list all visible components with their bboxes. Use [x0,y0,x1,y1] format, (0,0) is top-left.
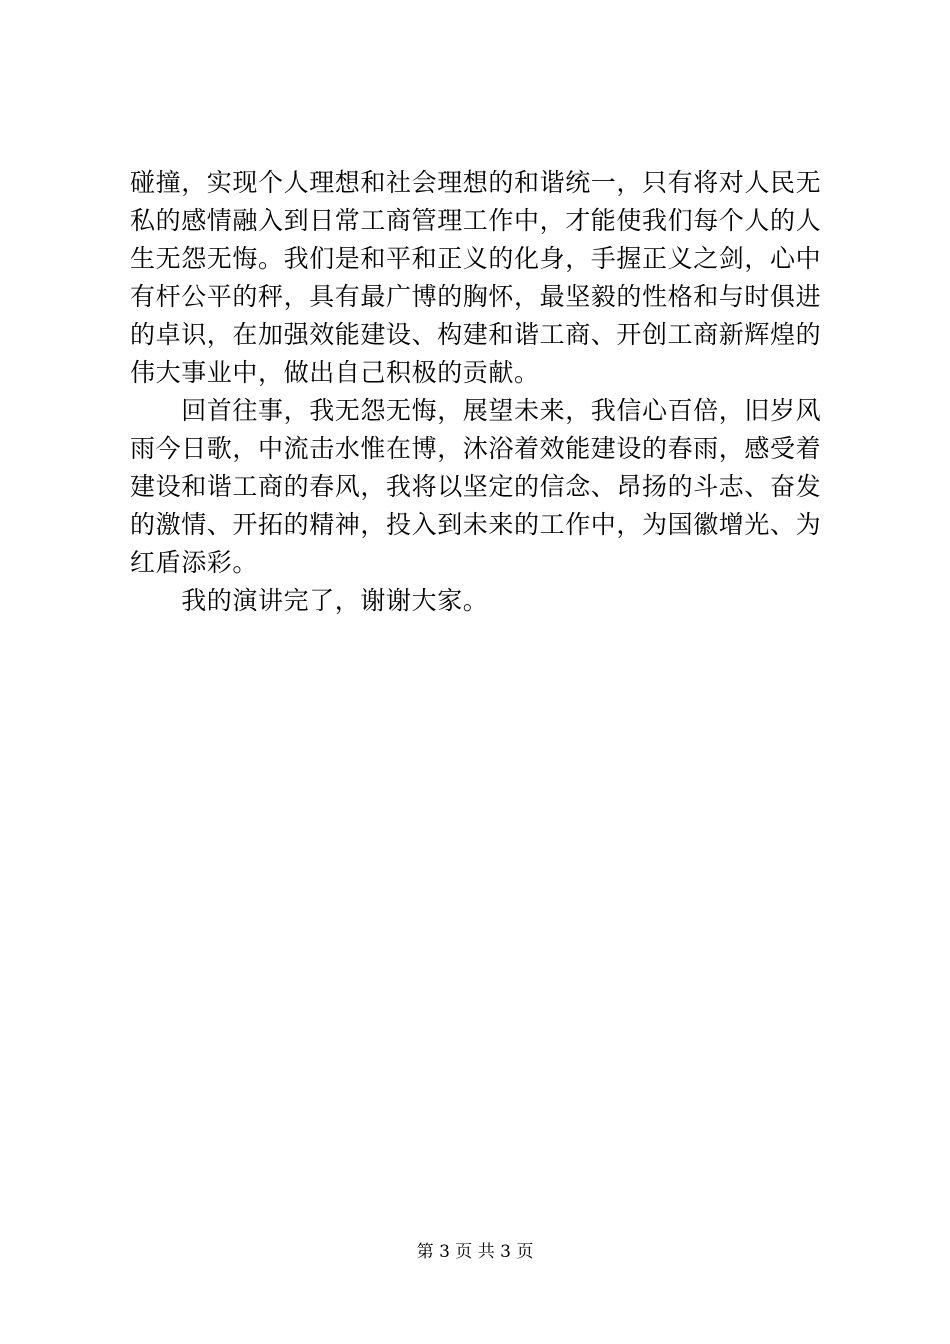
speech-body [130,164,830,620]
text-line: 私的感情融入到日常工商管理工作中，才能使我们每个人的人 [130,206,822,235]
text-line: 碰撞，实现个人理想和社会理想的和谐统一，只有将对人民无 [130,168,822,197]
text-line: 我的演讲完了，谢谢大家。 [130,586,489,615]
text-line: 建设和谐工商的春风，我将以坚定的信念、昂扬的斗志、奋发 [130,472,822,501]
text-line: 的卓识，在加强效能建设、构建和谐工商、开创工商新辉煌的 [130,320,822,349]
text-line: 有杆公平的秤，具有最广博的胸怀，最坚毅的性格和与时俱进 [130,282,822,311]
text-line: 回首往事，我无怨无悔，展望未来，我信心百倍，旧岁风 [130,396,822,425]
text-line: 红盾添彩。 [130,548,259,577]
page-number-footer: 第 3 页 共 3 页 [416,1242,534,1262]
text-line: 雨今日歌，中流击水惟在博，沐浴着效能建设的春雨，感受着 [130,434,822,463]
text-line: 的激情、开拓的精神，投入到未来的工作中，为国徽增光、为 [130,510,822,539]
text-line: 生无怨无悔。我们是和平和正义的化身，手握正义之剑，心中 [130,244,822,273]
text-line: 伟大事业中，做出自己积极的贡献。 [130,358,540,387]
